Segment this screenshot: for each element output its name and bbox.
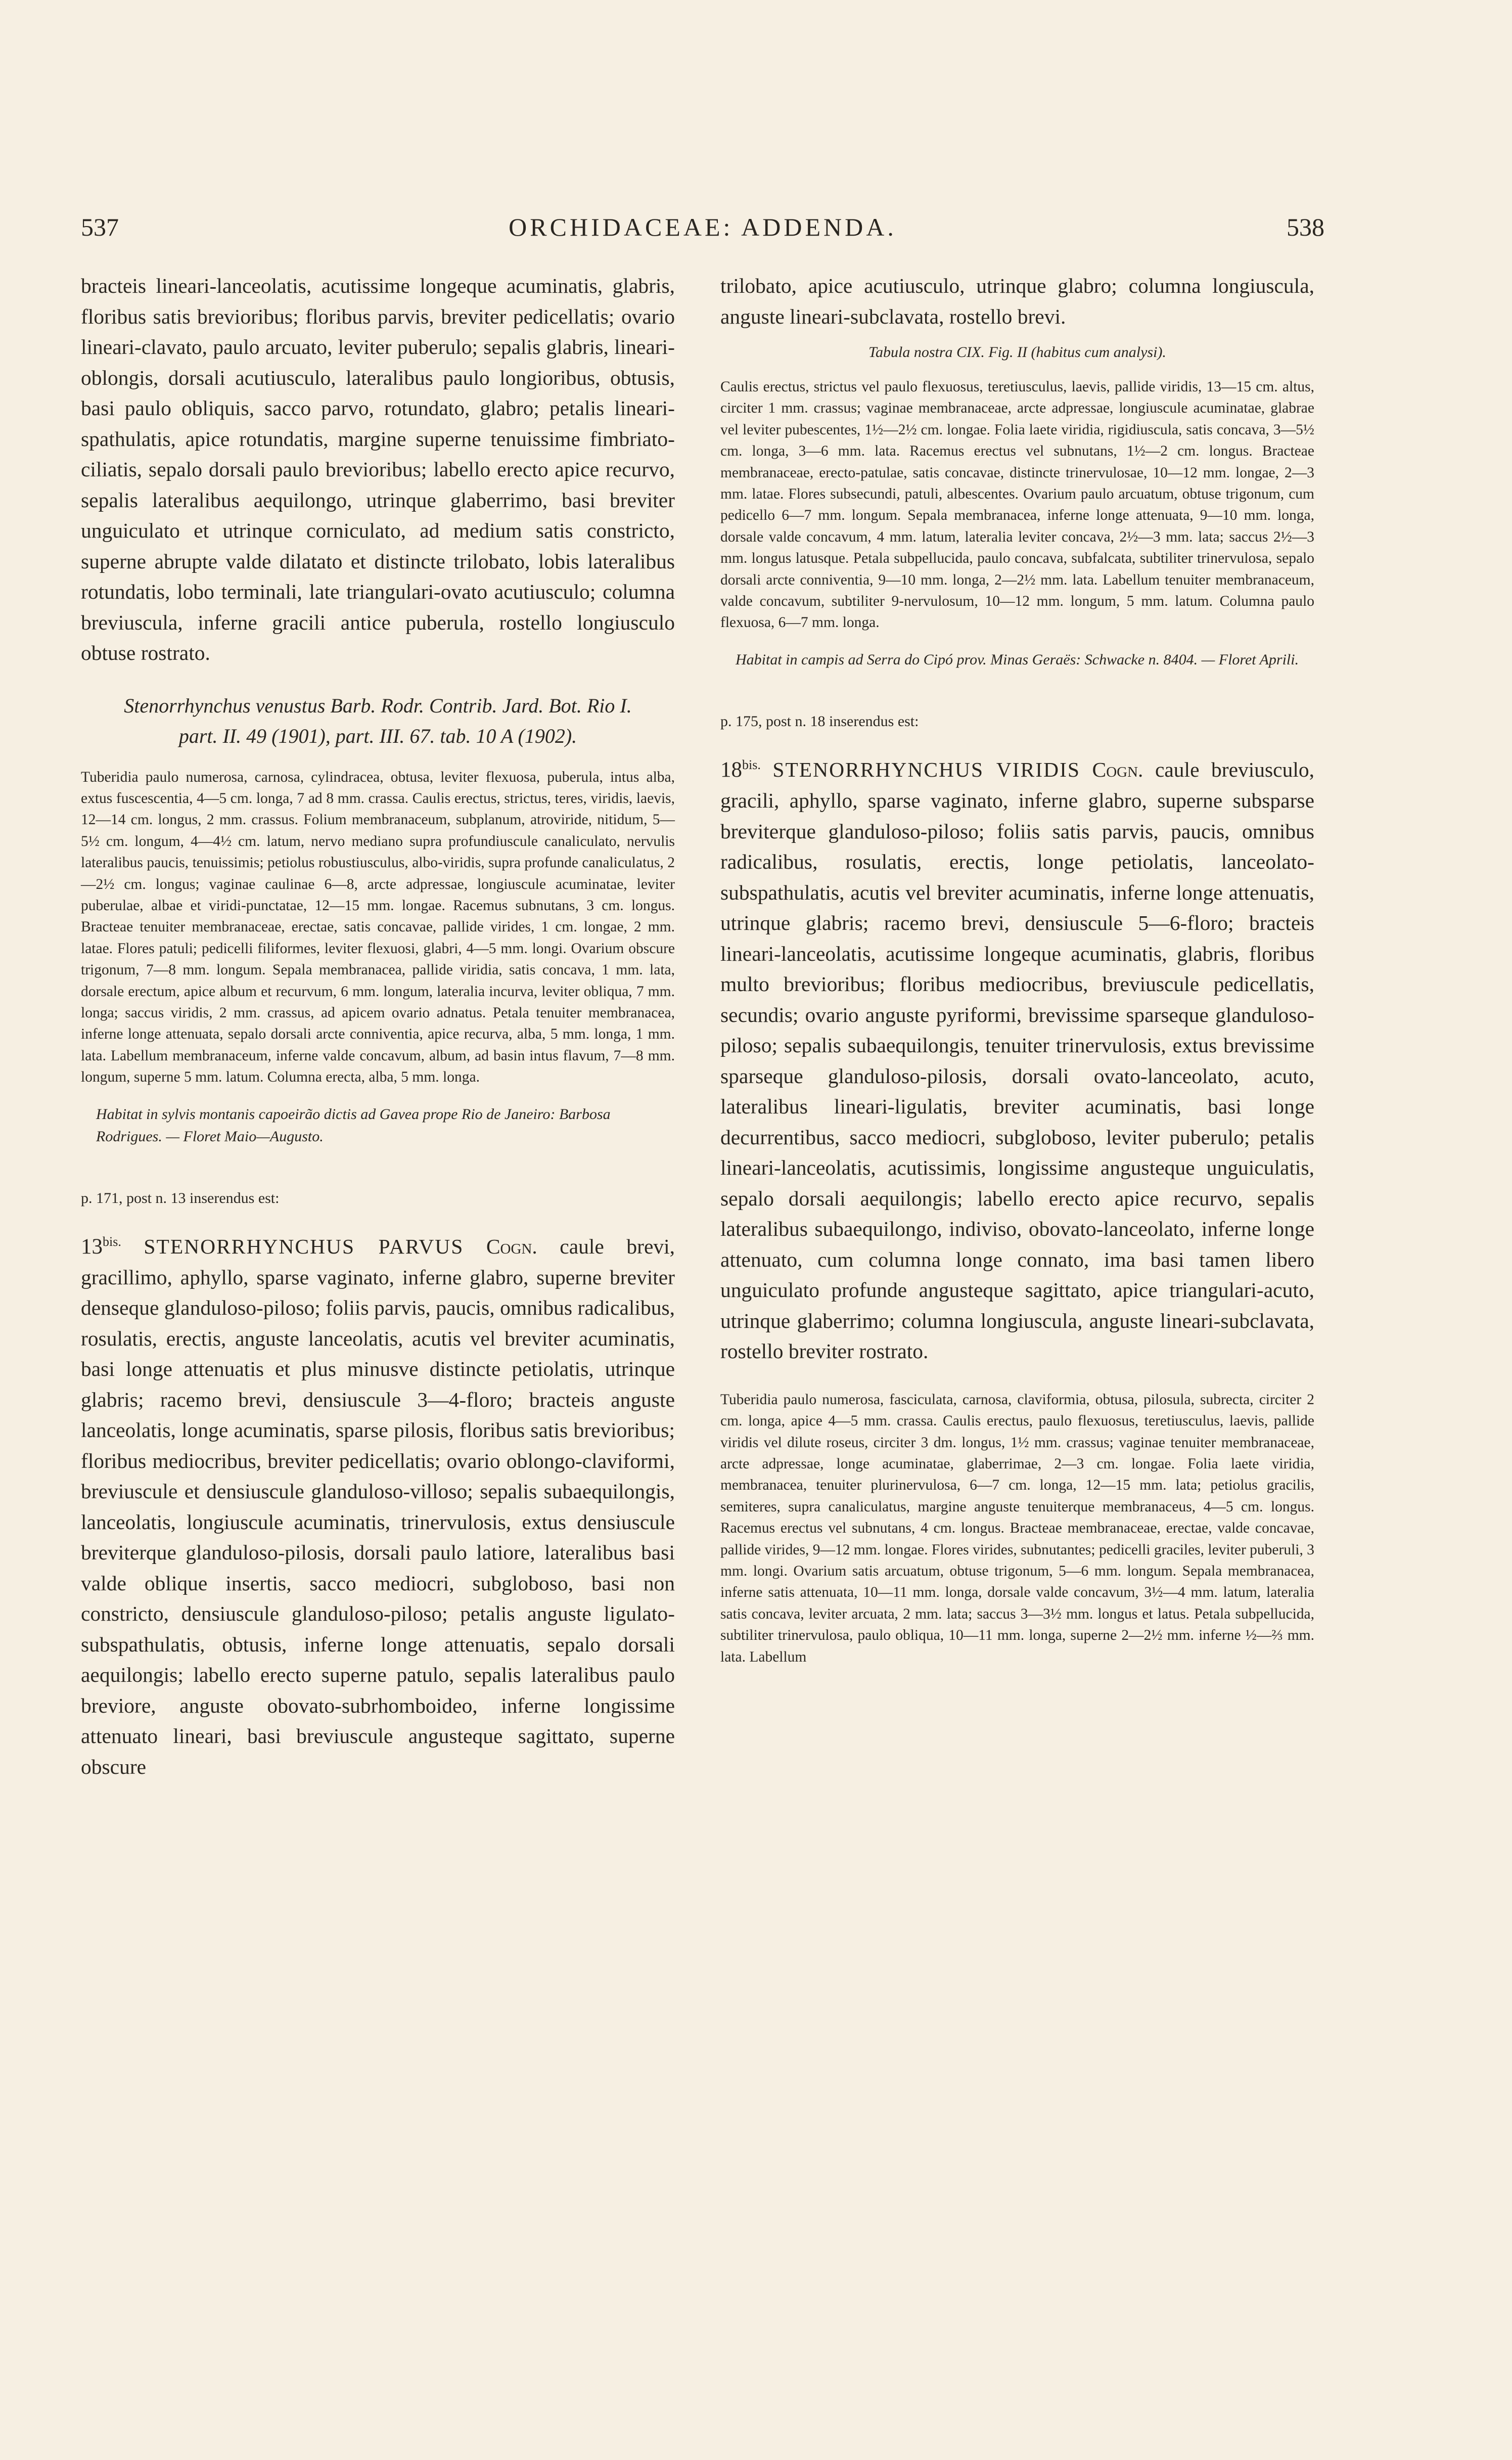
detailed-description: Tuberidia paulo numerosa, carnosa, cylindracea, obtusa, leviter flexuosa, puberula, intus alba, extus fuscescentia, 4—5 cm. longa, 7 ad 8 mm. crassa. Caulis erectus, strictus, teres, viridis, laevis, 12—14 cm. longus, 2 mm. crassus. Folium membranaceum, subplanum, atroviride, nitidum, 5—5½ cm. longum, 4—4½ cm. latum, nervo mediano supra profundiuscule canaliculato, nervulis lateralibus paucis, tenuissimis; petiolus robustiusculus, albo-viridis, supra profunde canaliculatus, 2—2½ cm. longus; vaginae caulinae 6—8, arcte adpressae, longiuscule acuminatae, leviter puberulae, albae et viridi-punctatae, 12—15 mm. longae. Racemus subnutans, 3 cm. longus. Bracteae tenuiter membranaceae, erectae, satis concavae, pallide virides, 1 cm. longae, 2 mm. latae. Flores patuli; pedicelli filiformes, leviter flexuosi, glabri, 4—5 mm. longi. Ovarium obscure trigonum, 7—8 mm. longum. Sepala membranacea, pallide viridia, satis concava, 1 mm. lata, dorsale erectum, apice album et recurvum, 6 mm. longum, lateralia incurva, leviter obliqua, 7 mm. longa; saccus viridis, 2 mm. crassus, ad apicem ovario adnatus. Petala tenuiter membranacea, inferne longe attenuata, sepalo dorsali arcte conniventia, apice recurva, alba, 5 mm. longa, 1 mm. lata. Labellum membranaceum, inferne valde concavum, album, ad basin intus flavum, 7—8 mm. longum, superne 5 mm. latum. Columna erecta, alba, 5 mm. longa.: [81, 769, 675, 1086]
species-number-right: 18: [720, 757, 742, 782]
species-entry: [81, 1227, 675, 1782]
habitat-note-right: Habitat in campis ad Serra do Cipó prov. Minas Geraës: Schwacke n. 8404. — Floret Aprili.: [736, 651, 1299, 668]
description-continued-right: trilobato, apice acutiusculo, utrinque glabro; columna longiuscula, anguste lineari-subclavata, rostello brevi.: [720, 274, 1314, 328]
right-column: [720, 271, 1314, 1668]
species-entry-right: [720, 750, 1314, 1367]
species-diagnosis: caule brevi, gracillimo, aphyllo, sparse vaginato, inferne glabro, superne breviter denseque glanduloso-piloso; foliis parvis, paucis, omnibus radicalibus, rosulatis, erectis, anguste lanceolatis, acutis vel breviter acuminatis, basi longe attenuatis et plus minusve distincte petiolatis, utrinque glabris; racemo brevi, densiuscule 3—4-floro; bracteis anguste lanceolatis, longe acuminatis, sparse pilosis, floribus satis brevioribus; floribus mediocribus, breviter pedicellatis; ovario oblongo-claviformi, breviuscule et densiuscule glanduloso-villoso; sepalis subaequilongis, lanceolatis, longiuscule acuminatis, trinervulosis, extus densiuscule breviterque glanduloso-pilosis, dorsali paulo latiore, lateralibus basi valde oblique insertis, sacco mediocri, subgloboso, basi non constricto, densiuscule glanduloso-piloso; petalis anguste ligulato-subspathulatis, obtusis, inferne longe attenuatis, sepalo dorsali aequilongis; labello erecto superne patulo, sepalis lateralibus paulo breviore, anguste obovato-subrhomboideo, inferne longissime attenuato lineari, basi breviuscule angusteque sagittato, superne obscure: [81, 1234, 675, 1778]
running-title: ORCHIDACEAE: ADDENDA.: [509, 213, 897, 241]
species-name: STENORRHYNCHUS PARVUS: [144, 1234, 464, 1258]
species-name-right: STENORRHYNCHUS VIRIDIS: [772, 757, 1080, 781]
species-diagnosis-right: caule breviusculo, gracili, aphyllo, sparse vaginato, inferne glabro, superne subsparse breviterque glanduloso-piloso; foliis satis parvis, paucis, omnibus radicalibus, rosulatis, erectis, longe petiolatis, lanceolato-subspathulatis, acutis vel breviter acuminatis, inferne longe attenuatis, utrinque glabris; racemo brevi, densiuscule 5—6-floro; bracteis lineari-lanceolatis, acutissime longeque acuminatis, glabris, floribus multo brevioribus; floribus mediocribus, breviuscule pedicellatis, secundis; ovario anguste pyriformi, brevissime sparseque glanduloso-piloso; sepalis subaequilongis, tenuiter trinervulosis, extus brevissime sparseque glanduloso-pilosis, dorsali ovato-lanceolato, acuto, lateralibus lineari-ligulatis, breviter acuminatis, basi longe decurrentibus, sacco mediocri, subgloboso, leviter puberulo; petalis lineari-lanceolatis, acutissimis, longissime angusteque unguiculatis, sepalo dorsali aequilongis; labello erecto apice recurvo, sepalis lateralibus subaequilongo, indiviso, obovato-lanceolato, inferne longe attenuato, cum columna longe connato, ima basi tamen libero unguiculato profunde angusteque sagittato, apice triangulari-acuto, utrinque glaberrimo; columna longiuscula, anguste lineari-subclavata, rostello breviter rostrato.: [720, 757, 1315, 1363]
left-column: [81, 271, 675, 1782]
species-author: Cogn.: [486, 1234, 537, 1258]
species-author-right: Cogn.: [1092, 757, 1143, 781]
synonym-citation: Stenorrhynchus venustus Barb. Rodr. Contrib. Jard. Bot. Rio I. part. II. 49 (1901), part. III. 67. tab. 10 A (1902).: [124, 694, 632, 747]
species-bis-right: bis.: [742, 757, 761, 772]
species-bis: bis.: [103, 1234, 121, 1249]
detailed-description-right: Caulis erectus, strictus vel paulo flexuosus, teretiusculus, laevis, pallide viridis, 13—15 cm. altus, circiter 1 mm. crassus; vaginae membranaceae, arcte adpressae, longiuscule acuminatae, glabrae vel leviter pubescentes, 1½—2½ cm. longae. Folia laete viridia, rigidiuscula, satis concava, 3—5½ cm. longa, 3—6 mm. lata. Racemus erectus vel subnutans, 1½—2 cm. longus. Bracteae membranaceae, erecto-patulae, satis concavae, distincte trinervulosae, 10—12 mm. longae, 2—3 mm. latae. Flores subsecundi, patuli, albescentes. Ovarium paulo arcuatum, obtuse trigonum, cum pedicello 6—7 mm. longum. Sepala membranacea, inferne longe attenuata, 9—10 mm. longa, dorsale valde concavum, 4 mm. latum, lateralia leviter concava, 2½—3 mm. lata; saccus 2½—3 mm. longus latusque. Petala subpellucida, paulo concava, subfalcata, subtiliter trinervulosa, sepalo dorsali arcte conniventia, 9—10 mm. longa, 2—2½ mm. lata. Labellum tenuiter membranaceum, valde concavum, subtiliter 9-nervulosum, 10—12 mm. longum, 5 mm. latum. Columna paulo flexuosa, 6—7 mm. longa.: [720, 379, 1314, 631]
page-header: [81, 212, 1324, 253]
species-number: 13: [81, 1234, 103, 1259]
insertion-note-right: p. 175, post n. 18 inserendus est:: [720, 712, 919, 730]
description-continued: bracteis lineari-lanceolatis, acutissime longeque acuminatis, glabris, floribus satis brevioribus; floribus parvis, breviter pedicellatis; ovario lineari-clavato, paulo arcuato, leviter puberulo; sepalis glabris, lineari-oblongis, dorsali acutiusculo, lateralibus paulo longioribus, obtusis, basi paulo obliquis, sacco parvo, rotundato, glabro; petalis lineari-spathulatis, apice rotundatis, margine superne tenuissime fimbriato-ciliatis, sepalo dorsali paulo brevioribus; labello erecto apice recurvo, sepalis lateralibus aequilongo, utrinque glaberrimo, basi breviter unguiculato et utrinque corniculato, ad medium satis constricto, superne abrupte valde dilatato et distincte trilobato, lobis lateralibus rotundatis, lobo terminali, late triangulari-ovato acutiusculo; columna breviuscula, inferne gracili antice puberula, rostello longiusculo obtuse rostrato.: [81, 274, 675, 664]
detailed-description-right-2: Tuberidia paulo numerosa, fasciculata, carnosa, claviformia, obtusa, pilosula, subrecta, circiter 2 cm. longa, apice 4—5 mm. crassa. Caulis erectus, paulo flexuosus, teretiusculus, laevis, pallide viridis vel dilute roseus, circiter 3 dm. longus, 1½ mm. crassus; vaginae tenuiter membranaceae, arcte adpressae, longe acuminatae, glaberrimae, 2—3 cm. longae. Folia laete viridia, membranacea, tenuiter plurinervulosa, 6—7 cm. longa, 12—15 mm. lata; petiolus gracilis, semiteres, supra canaliculatus, margine anguste tenuiterque membranaceus, 4—5 cm. longus. Racemus erectus vel subnutans, 4 cm. longus. Bracteae membranaceae, erectae, valde concavae, pallide virides, 9—12 mm. longae. Flores virides, subnutantes; pedicelli graciles, leviter puberuli, 3 mm. longi. Ovarium satis arcuatum, obtuse trigonum, 5—6 mm. longum. Sepala membranacea, inferne satis attenuata, 10—11 mm. longa, dorsale valde concavum, 3½—4 mm. latum, lateralia satis concava, leviter arcuata, 2 mm. lata; saccus 3—3½ mm. longus et latus. Petala subpellucida, subtiliter trinervulosa, paulo obliqua, 10—11 mm. longa, superne 2—2½ mm. inferne ½—⅔ mm. lata. Labellum: [720, 1391, 1314, 1665]
page-number-right: 538: [1287, 213, 1324, 241]
insertion-note: p. 171, post n. 13 inserendus est:: [81, 1189, 280, 1206]
page-number-left: 537: [81, 213, 119, 241]
habitat-note: Habitat in sylvis montanis capoeirão dictis ad Gavea prope Rio de Janeiro: Barbosa Rodrigues. — Floret Maio—Augusto.: [96, 1105, 611, 1145]
plate-reference: Tabula nostra CIX. Fig. II (habitus cum analysi).: [868, 344, 1166, 361]
